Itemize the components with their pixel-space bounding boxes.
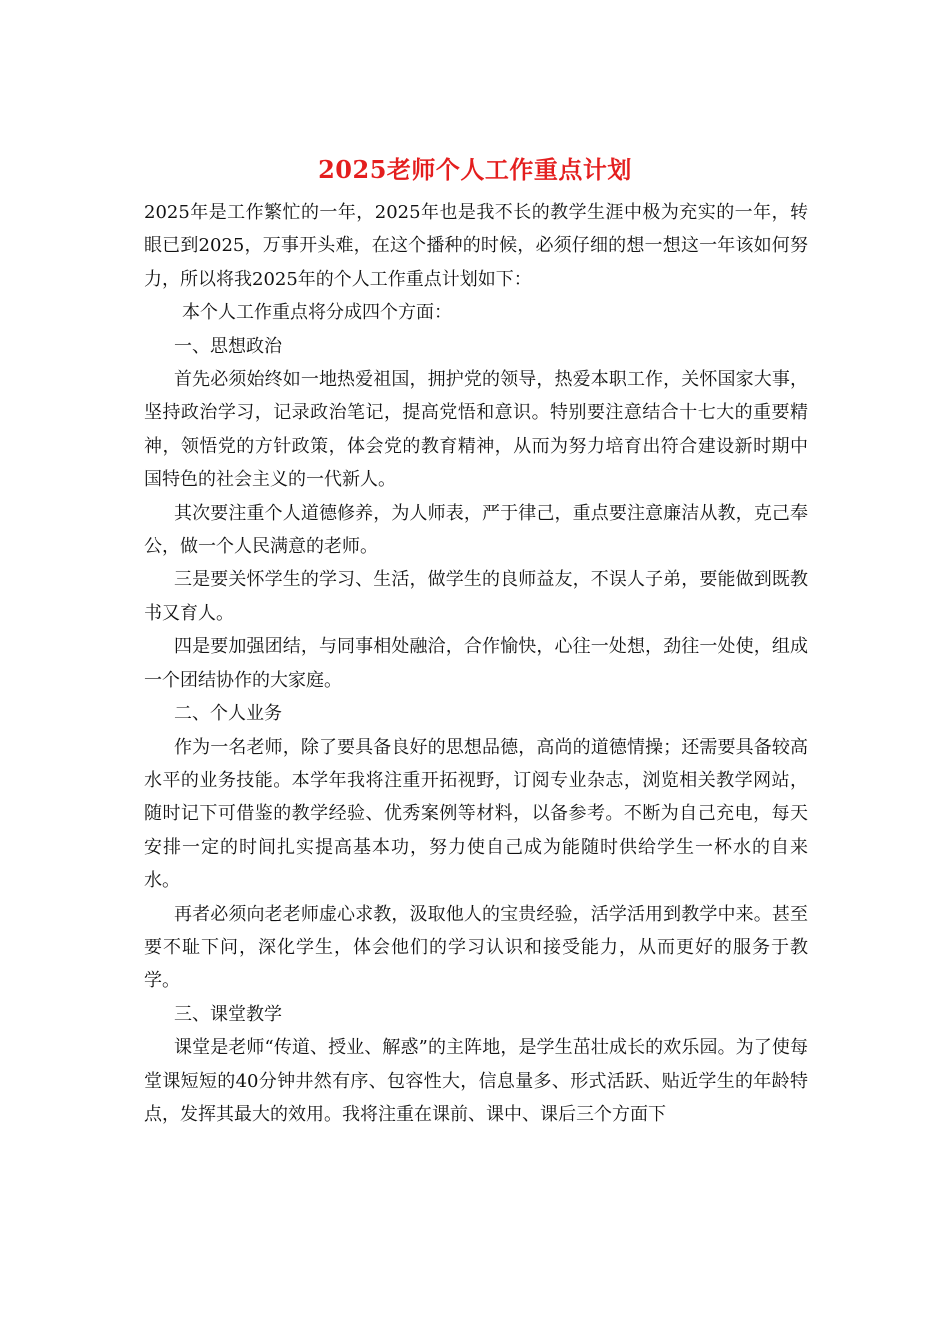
paragraph: 作为一名老师，除了要具备良好的思想品德，高尚的道德情操；还需要具备较高水平的业务技能。本学年我将注重开拓视野，订阅专业杂志，浏览相关教学网站，随时记下可借鉴的教学经验、优秀案例等材料，以备参考。不断为自己充电，每天安排一定的时间扎实提高基本功，努力使自己成为能随时供给学生一杯水的自来水。 <box>144 736 808 892</box>
paragraph-overview: 本个人工作重点将分成四个方面： <box>182 302 452 324</box>
paragraph: 再者必须向老老师虚心求教，汲取他人的宝贵经验，活学活用到教学中来。甚至要不耻下问，深化学生，体会他们的学习认识和接受能力，从而更好的服务于教学。 <box>144 903 808 992</box>
document-body <box>144 196 808 1131</box>
paragraph-intro: 2025年是工作繁忙的一年，2025年也是我不长的教学生涯中极为充实的一年，转眼已到2025，万事开头难，在这个播种的时候，必须仔细的想一想这一年该如何努力，所以将我2025年的个人工作重点计划如下： <box>144 202 808 290</box>
paragraph: 三是要关怀学生的学习、生活，做学生的良师益友，不误人子弟，要能做到既教书又育人。 <box>144 569 808 624</box>
section-heading-professional: 二、个人业务 <box>174 703 282 725</box>
paragraph: 四是要加强团结，与同事相处融洽，合作愉快，心往一处想，劲往一处使，组成一个团结协作的大家庭。 <box>144 636 808 691</box>
document-title: 2025老师个人工作重点计划 <box>318 155 632 184</box>
section-heading-classroom: 三、课堂教学 <box>174 1003 282 1025</box>
section-heading-ideology: 一、思想政治 <box>174 335 282 357</box>
paragraph: 其次要注重个人道德修养，为人师表，严于律己，重点要注意廉洁从教，克己奉公，做一个人民满意的老师。 <box>144 502 808 558</box>
paragraph: 首先必须始终如一地热爱祖国，拥护党的领导，热爱本职工作，关怀国家大事，坚持政治学习，记录政治笔记，提高党悟和意识。特别要注意结合十七大的重要精神，领悟党的方针政策，体会党的教育精神，从而为努力培育出符合建设新时期中国特色的社会主义的一代新人。 <box>144 369 808 491</box>
paragraph: 课堂是老师“传道、授业、解惑”的主阵地，是学生茁壮成长的欢乐园。为了使每堂课短短的40分钟井然有序、包容性大，信息量多、形式活跃、贴近学生的年龄特点，发挥其最大的效用。我将注重在课前、课中、课后三个方面下 <box>144 1037 808 1125</box>
